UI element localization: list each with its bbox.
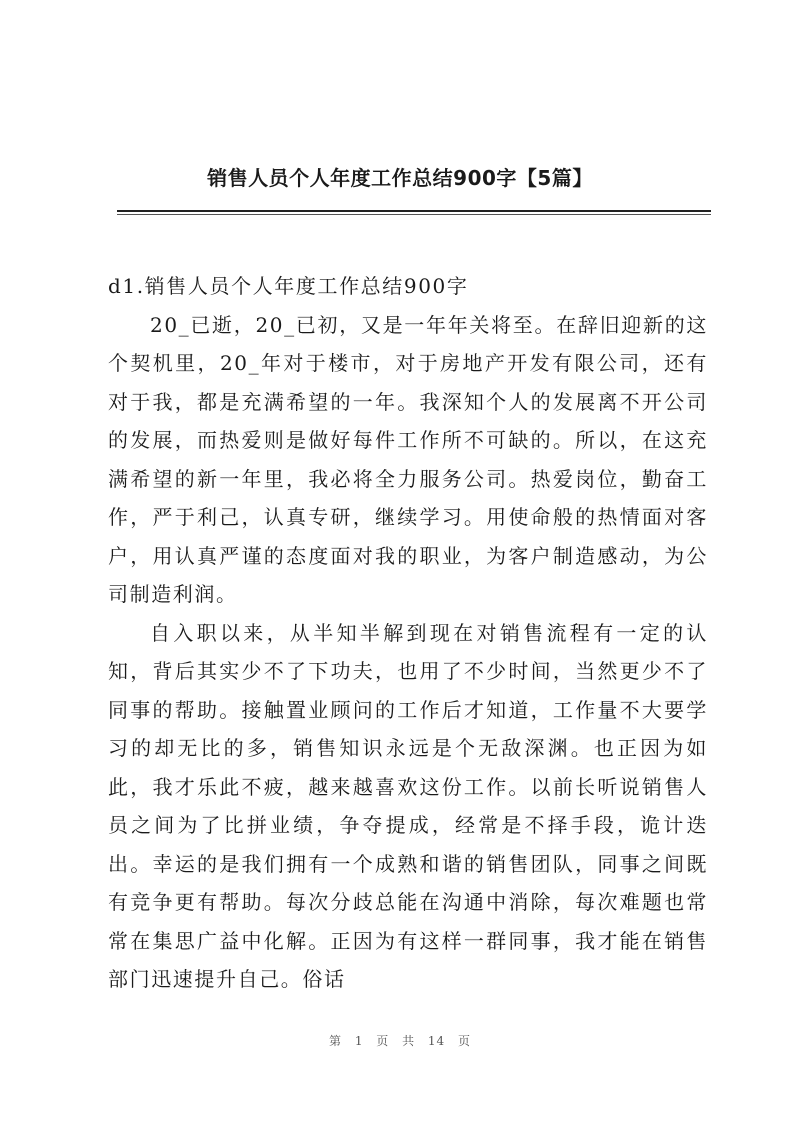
section-heading: d1.销售人员个人年度工作总结900字 [108, 274, 469, 298]
title-divider-thin [117, 214, 711, 215]
page-number-footer: 第 1 页 共 14 页 [329, 1034, 471, 1048]
title-divider [117, 210, 711, 212]
page-title: 销售人员个人年度工作总结900字【5篇】 [207, 166, 593, 190]
paragraph-1: 20_已逝，20_已初，又是一年年关将至。在辞旧迎新的这个契机里，20_年对于楼市，对于房地产开发有限公司，还有对于我，都是充满希望的一年。我深知个人的发展离不开公司的发展，而热爱则是做好每件工作所不可缺的。所以，在这充满希望的新一年里，我必将全力服务公司。热爱岗位，勤奋工作，严于利己，认真专研，继续学习。用使命般的热情面对客户，用认真严谨的态度面对我的职业，为客户制造感动，为公司制造利润。 [108, 312, 708, 606]
paragraph-2: 自入职以来，从半知半解到现在对销售流程有一定的认知，背后其实少不了下功夫，也用了不少时间，当然更少不了同事的帮助。接触置业顾问的工作后才知道，工作量不大要学习的却无比的多，销售知识永远是个无敌深渊。也正因为如此，我才乐此不疲，越来越喜欢这份工作。以前长听说销售人员之间为了比拼业绩，争夺提成，经常是不择手段，诡计迭出。幸运的是我们拥有一个成熟和谐的销售团队，同事之间既有竞争更有帮助。每次分歧总能在沟通中消除，每次难题也常常在集思广益中化解。正因为有这样一群同事，我才能在销售部门迅速提升自己。俗话 [108, 620, 708, 991]
document-body [108, 267, 708, 999]
